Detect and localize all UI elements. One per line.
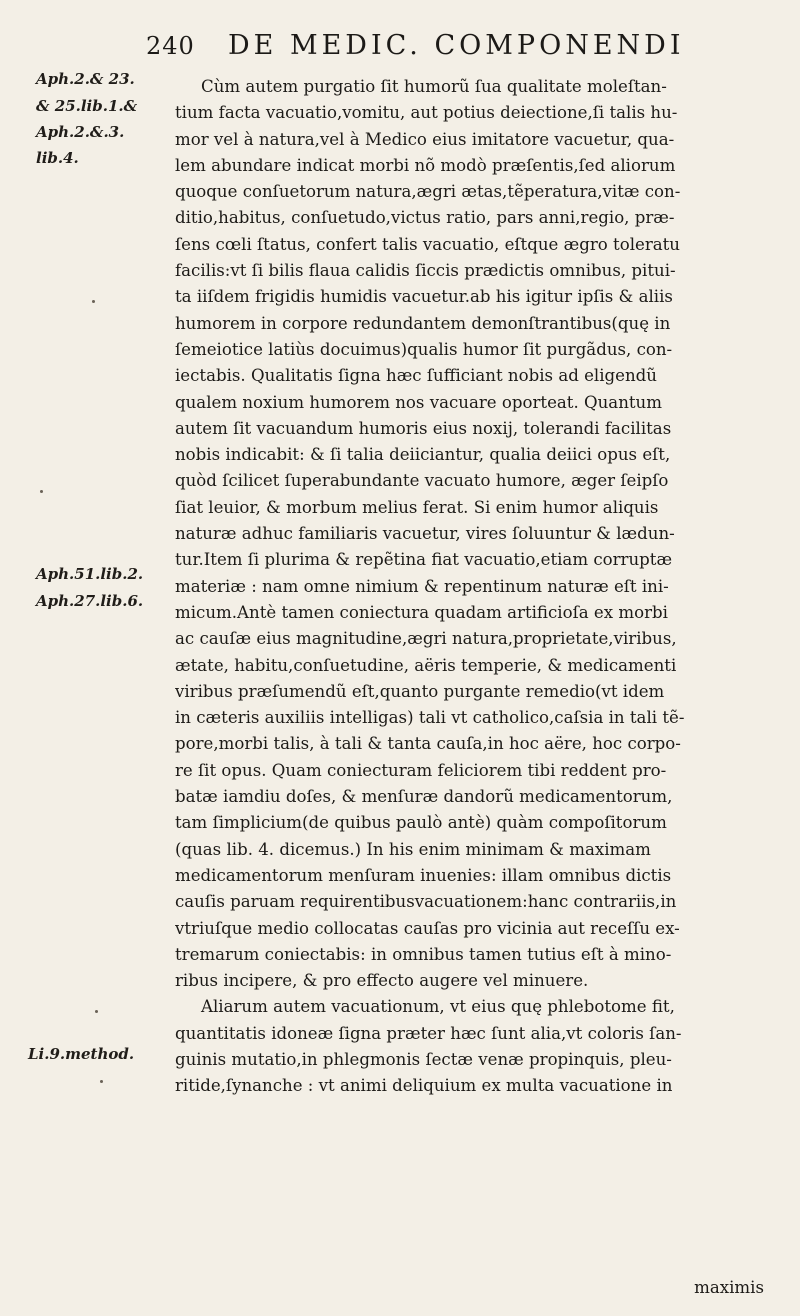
text-line: guinis mutatio,in phlegmonis ſectæ venæ propinquis, pleu- [175, 1049, 672, 1069]
text-line: re ſit opus. Quam coniecturam feliciorem tibi reddent pro- [175, 760, 667, 780]
text-line: tium facta vacuatio,vomitu, aut potius deiectione,ſi talis hu- [175, 103, 678, 123]
catchword: maximis [694, 1278, 764, 1297]
margin-note: & 25.lib.1.& [36, 97, 138, 115]
text-line: ribus incipere, & pro effecto augere vel minuere. [175, 971, 589, 991]
text-line: lem abundare indicat morbi nõ modò præſentis,ſed aliorum [175, 155, 676, 175]
text-line: nobis indicabit: & ſi talia deiiciantur, qualia deiici opus eſt, [175, 445, 671, 465]
text-line: Cùm autem purgatio ſit humorũ ſua qualitate moleſtan- [201, 77, 667, 96]
text-line: tur.Item ſi plurima & repẽtina fiat vacuatio,etiam corruptæ [175, 550, 673, 570]
text-line: mor vel à natura,vel à Medico eius imitatore vacuetur, qua- [175, 129, 675, 149]
text-line: in cæteris auxiliis intelligas) tali vt catholico,caſsia in tali tẽ- [175, 708, 685, 728]
text-line: quantitatis idoneæ ſigna præter hæc ſunt alia,vt coloris ſan- [175, 1023, 682, 1043]
text-line: (quas lib. 4. dicemus.) In his enim minimam & maximam [175, 839, 651, 859]
text-line: vtriuſque medio collocatas cauſas pro vicinia aut receſſu ex- [175, 918, 680, 938]
paper-speck [92, 300, 95, 303]
margin-note: Aph.51.lib.2. [36, 565, 144, 583]
margin-notes [0, 0, 170, 1316]
body-text [175, 74, 763, 1100]
text-line: naturæ adhuc familiaris vacuetur, vires ſoluuntur & lædun- [175, 524, 675, 544]
text-line: batæ iamdiu doſes, & menſuræ dandorũ medicamentorum, [175, 787, 673, 807]
text-line: ſens cœli ſtatus, confert talis vacuatio, eſtque ægro toleratu [175, 234, 680, 254]
text-line: tam ſimplicium(de quibus paulò antè) quàm compoſitorum [175, 813, 667, 833]
text-line: micum.Antè tamen coniectura quadam artificioſa ex morbi [175, 602, 668, 622]
text-line: ætate, habitu,conſuetudine, aëris temperie, & medicamenti [175, 655, 677, 675]
text-line: quoque conſuetorum natura,ægri ætas,tẽperatura,vitæ con- [175, 182, 681, 202]
margin-note: Aph.2.&.3. [36, 123, 125, 141]
paper-speck [95, 1010, 98, 1013]
text-line: autem ſit vacuandum humoris eius noxij, tolerandi facilitas [175, 418, 672, 438]
text-line: pore,morbi talis, à tali & tanta cauſa,in hoc aëre, hoc corpo- [175, 734, 681, 754]
paper-speck [40, 490, 43, 493]
text-line: tremarum coniectabis: in omnibus tamen tutius eſt à mino- [175, 944, 672, 964]
text-line: cauſis paruam requirentibusvacuationem:hanc contrariis,in [175, 892, 677, 912]
text-line: humorem in corpore redundantem demonſtrantibus(quę in [175, 313, 671, 333]
margin-note: Aph.27.lib.6. [36, 592, 144, 610]
text-line: facilis:vt ſi bilis flaua calidis ſiccis prædictis omnibus, pitui- [175, 261, 676, 281]
text-line: iectabis. Qualitatis ſigna hæc ſufficiant nobis ad eligendũ [175, 366, 657, 386]
margin-note: Li.9.method. [28, 1045, 135, 1063]
text-line: ritide,ſynanche : vt animi deliquium ex multa vacuatione in [175, 1076, 673, 1096]
paper-speck [100, 1080, 103, 1083]
text-line: viribus præſumendũ eſt,quanto purgante remedio(vt idem [175, 681, 665, 701]
text-line: ac cauſæ eius magnitudine,ægri natura,proprietate,viribus, [175, 629, 677, 649]
text-line: quòd ſcilicet ſuperabundante vacuato humore, æger ſeipſo [175, 471, 669, 491]
margin-note: lib.4. [36, 149, 79, 167]
running-title: DE MEDIC. COMPONENDI [228, 30, 685, 61]
text-line: materiæ : nam omne nimium & repentinum naturæ eſt ini- [175, 576, 669, 596]
text-line: qualem noxium humorem nos vacuare oporteat. Quantum [175, 392, 662, 412]
text-line: Aliarum autem vacuationum, vt eius quę phlebotome fit, [201, 997, 675, 1017]
text-line: ditio,habitus, conſuetudo,victus ratio, pars anni,regio, præ- [175, 208, 675, 228]
text-line: ſemeiotice latiùs docuimus)qualis humor ſit purgãdus, con- [175, 339, 673, 359]
page-number: 240 [146, 32, 195, 60]
text-line: ta iiſdem frigidis humidis vacuetur.ab his igitur ipſis & aliis [175, 287, 673, 307]
margin-note: Aph.2.& 23. [36, 70, 135, 88]
text-line: medicamentorum menſuram inuenies: illam omnibus dictis [175, 865, 672, 885]
text-line: ſiat leuior, & morbum melius ferat. Si enim humor aliquis [175, 497, 659, 517]
